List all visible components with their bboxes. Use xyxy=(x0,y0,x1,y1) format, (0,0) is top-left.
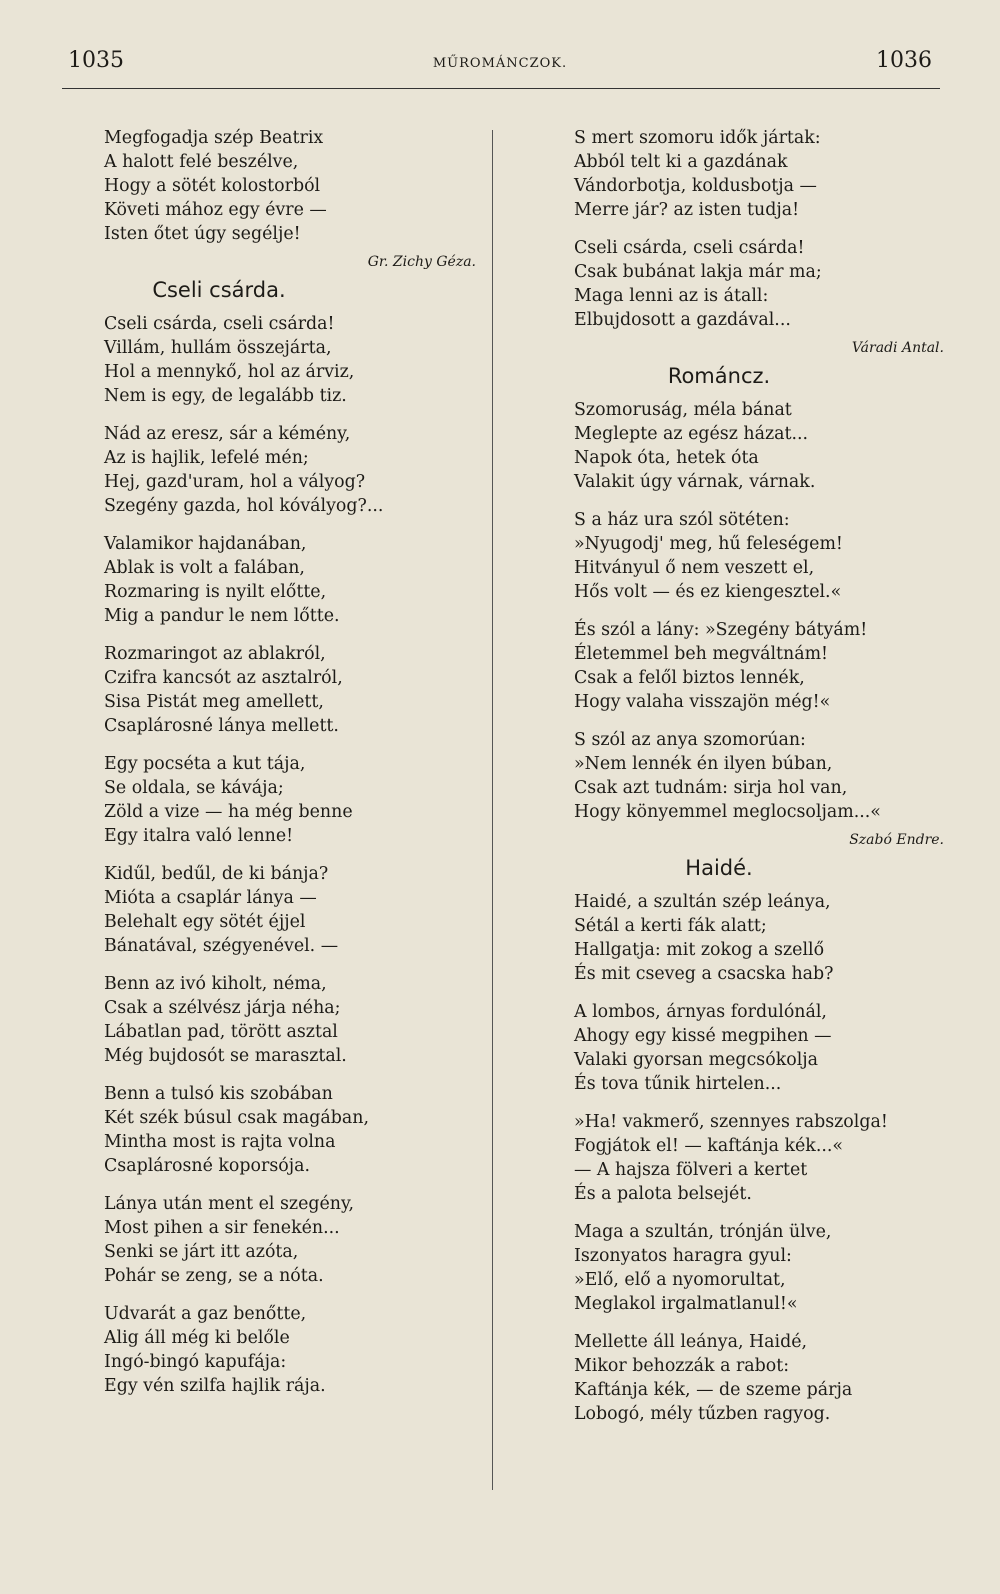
verse-line: Hogy valaha visszajön még!« xyxy=(574,692,831,712)
verse-line: Mikor behozzák a rabot: xyxy=(574,1356,790,1376)
stanza xyxy=(104,642,484,738)
verse-line: Nem is egy, de legalább tiz. xyxy=(104,386,347,406)
stanza xyxy=(574,1220,954,1316)
verse-line: Valamikor hajdanában, xyxy=(104,534,307,554)
verse-line: Hitványul ő nem veszett el, xyxy=(574,558,815,578)
stanza xyxy=(104,1302,484,1398)
verse-line: Haidé, a szultán szép leánya, xyxy=(574,892,831,912)
verse-line: Csak bubánat lakja már ma; xyxy=(574,262,822,282)
verse-line: S a ház ura szól sötéten: xyxy=(574,510,790,530)
verse-line: Hogy könyemmel meglocsoljam...« xyxy=(574,802,881,822)
stanza xyxy=(574,728,954,824)
author-signature: Gr. Zichy Géza. xyxy=(367,254,476,270)
verse-line: — A hajsza fölveri a kertet xyxy=(574,1160,808,1180)
author-signature: Szabó Endre. xyxy=(849,832,944,848)
verse-line: Rozmaring is nyilt előtte, xyxy=(104,582,327,602)
verse-line: Kaftánja kék, — de szeme párja xyxy=(574,1380,853,1400)
verse-line: Az is hajlik, lefelé mén; xyxy=(104,448,309,468)
stanza xyxy=(104,1082,484,1178)
verse-line: Két szék búsul csak magában, xyxy=(104,1108,370,1128)
verse-line: Követi mához egy évre — xyxy=(104,200,327,220)
verse-line: Meglepte az egész házat... xyxy=(574,424,809,444)
verse-line: Lobogó, mély tűzben ragyog. xyxy=(574,1404,831,1424)
poem-title: Cseli csárda. xyxy=(152,278,286,302)
stanza xyxy=(104,312,484,408)
verse-line: Udvarát a gaz benőtte, xyxy=(104,1304,307,1324)
verse-line: Benn az ivó kiholt, néma, xyxy=(104,974,327,994)
left-column xyxy=(104,126,484,1412)
verse-line: Csak a szélvész járja néha; xyxy=(104,998,341,1018)
verse-line: »Nem lennék én ilyen búban, xyxy=(574,754,833,774)
verse-line: Merre jár? az isten tudja! xyxy=(574,200,800,220)
verse-line: Iszonyatos haragra gyul: xyxy=(574,1246,792,1266)
verse-line: Cseli csárda, cseli csárda! xyxy=(574,238,805,258)
verse-line: Senki se járt itt azóta, xyxy=(104,1242,299,1262)
verse-line: Czifra kancsót az asztalról, xyxy=(104,668,343,688)
verse-line: Bánatával, szégyenével. — xyxy=(104,936,339,956)
verse-line: Meglakol irgalmatlanul!« xyxy=(574,1294,798,1314)
stanza xyxy=(104,862,484,958)
verse-line: Ablak is volt a falában, xyxy=(104,558,305,578)
verse-line: Valakit úgy várnak, várnak. xyxy=(574,472,816,492)
verse-line: Mellette áll leánya, Haidé, xyxy=(574,1332,808,1352)
verse-line: Életemmel beh megváltnám! xyxy=(574,644,829,664)
running-title: MŰROMÁNCZOK. xyxy=(432,56,568,71)
verse-line: »Ha! vakmerő, szennyes rabszolga! xyxy=(574,1112,888,1132)
verse-line: És tova tűnik hirtelen... xyxy=(574,1074,782,1094)
verse-line: A lombos, árnyas fordulónál, xyxy=(574,1002,827,1022)
verse-line: Sétál a kerti fák alatt; xyxy=(574,916,767,936)
verse-line: A halott felé beszélve, xyxy=(104,152,299,172)
verse-line: Alig áll még ki belőle xyxy=(104,1328,290,1348)
stanza xyxy=(574,126,954,222)
stanza xyxy=(574,1330,954,1426)
stanza xyxy=(574,1110,954,1206)
verse-line: Valaki gyorsan megcsókolja xyxy=(574,1050,819,1070)
stanza xyxy=(574,890,954,986)
verse-line: Csaplárosné lánya mellett. xyxy=(104,716,339,736)
right-column xyxy=(574,126,954,1440)
verse-line: Egy pocséta a kut tája, xyxy=(104,754,306,774)
verse-line: Még bujdosót se marasztal. xyxy=(104,1046,347,1066)
verse-line: Sisa Pistát meg amellett, xyxy=(104,692,324,712)
verse-line: Hej, gazd'uram, hol a vályog? xyxy=(104,472,366,492)
verse-line: Elbujdosott a gazdával... xyxy=(574,310,791,330)
verse-line: Isten őtet úgy segélje! xyxy=(104,224,301,244)
verse-line: És szól a lány: »Szegény bátyám! xyxy=(574,620,868,640)
verse-line: Szegény gazda, hol kóvályog?... xyxy=(104,496,384,516)
verse-line: Nád az eresz, sár a kémény, xyxy=(104,424,351,444)
verse-line: Hogy a sötét kolostorból xyxy=(104,176,321,196)
column-divider xyxy=(492,130,493,1490)
verse-line: És mit cseveg a csacska hab? xyxy=(574,964,834,984)
verse-line: Se oldala, se kávája; xyxy=(104,778,284,798)
verse-line: Vándorbotja, koldusbotja — xyxy=(574,176,817,196)
verse-line: Hallgatja: mit zokog a szellő xyxy=(574,940,825,960)
verse-line: »Nyugodj' meg, hű feleségem! xyxy=(574,534,843,554)
header-rule xyxy=(62,88,940,89)
stanza xyxy=(574,508,954,604)
right-page-number: 1036 xyxy=(876,48,932,73)
stanza xyxy=(104,532,484,628)
stanza xyxy=(574,236,954,332)
verse-line: Villám, hullám összejárta, xyxy=(104,338,332,358)
verse-line: Csak a felől biztos lennék, xyxy=(574,668,805,688)
verse-line: És a palota belsejét. xyxy=(574,1184,752,1204)
verse-line: Megfogadja szép Beatrix xyxy=(104,128,324,148)
verse-line: Ahogy egy kissé megpihen — xyxy=(574,1026,832,1046)
left-page-number: 1035 xyxy=(68,48,124,73)
stanza xyxy=(574,398,954,494)
verse-line: S szól az anya szomorúan: xyxy=(574,730,806,750)
verse-line: Fogjátok el! — kaftánja kék...« xyxy=(574,1136,844,1156)
verse-line: Maga lenni az is átall: xyxy=(574,286,769,306)
stanza xyxy=(104,126,484,246)
stanza xyxy=(104,972,484,1068)
verse-line: Belehalt egy sötét éjjel xyxy=(104,912,306,932)
author-signature: Váradi Antal. xyxy=(851,340,944,356)
poem-title: Haidé. xyxy=(685,856,753,880)
stanza xyxy=(574,618,954,714)
verse-line: Hol a mennykő, hol az árviz, xyxy=(104,362,355,382)
stanza xyxy=(104,752,484,848)
verse-line: Most pihen a sir fenekén... xyxy=(104,1218,340,1238)
verse-line: Egy italra való lenne! xyxy=(104,826,294,846)
verse-line: Mig a pandur le nem lőtte. xyxy=(104,606,340,626)
stanza xyxy=(574,1000,954,1096)
verse-line: Csaplárosné koporsója. xyxy=(104,1156,310,1176)
verse-line: Szomoruság, méla bánat xyxy=(574,400,792,420)
verse-line: Benn a tulsó kis szobában xyxy=(104,1084,333,1104)
verse-line: Egy vén szilfa hajlik rája. xyxy=(104,1376,326,1396)
verse-line: Cseli csárda, cseli csárda! xyxy=(104,314,335,334)
verse-line: Rozmaringot az ablakról, xyxy=(104,644,326,664)
verse-line: Mióta a csaplár lánya — xyxy=(104,888,317,908)
stanza xyxy=(104,1192,484,1288)
running-header xyxy=(60,48,940,88)
verse-line: Ingó-bingó kapufája: xyxy=(104,1352,287,1372)
verse-line: Csak azt tudnám: sirja hol van, xyxy=(574,778,848,798)
verse-line: Pohár se zeng, se a nóta. xyxy=(104,1266,324,1286)
verse-line: Maga a szultán, trónján ülve, xyxy=(574,1222,832,1242)
stanza xyxy=(104,422,484,518)
verse-line: Zöld a vize — ha még benne xyxy=(104,802,353,822)
verse-line: »Elő, elő a nyomorultat, xyxy=(574,1270,786,1290)
verse-line: Lánya után ment el szegény, xyxy=(104,1194,355,1214)
verse-line: S mert szomoru idők jártak: xyxy=(574,128,821,148)
verse-line: Kidűl, bedűl, de ki bánja? xyxy=(104,864,329,884)
poem-title: Románcz. xyxy=(667,364,771,388)
verse-line: Hős volt — és ez kiengesztel.« xyxy=(574,582,842,602)
verse-line: Abból telt ki a gazdának xyxy=(574,152,788,172)
verse-line: Lábatlan pad, törött asztal xyxy=(104,1022,338,1042)
verse-line: Mintha most is rajta volna xyxy=(104,1132,336,1152)
verse-line: Napok óta, hetek óta xyxy=(574,448,759,468)
